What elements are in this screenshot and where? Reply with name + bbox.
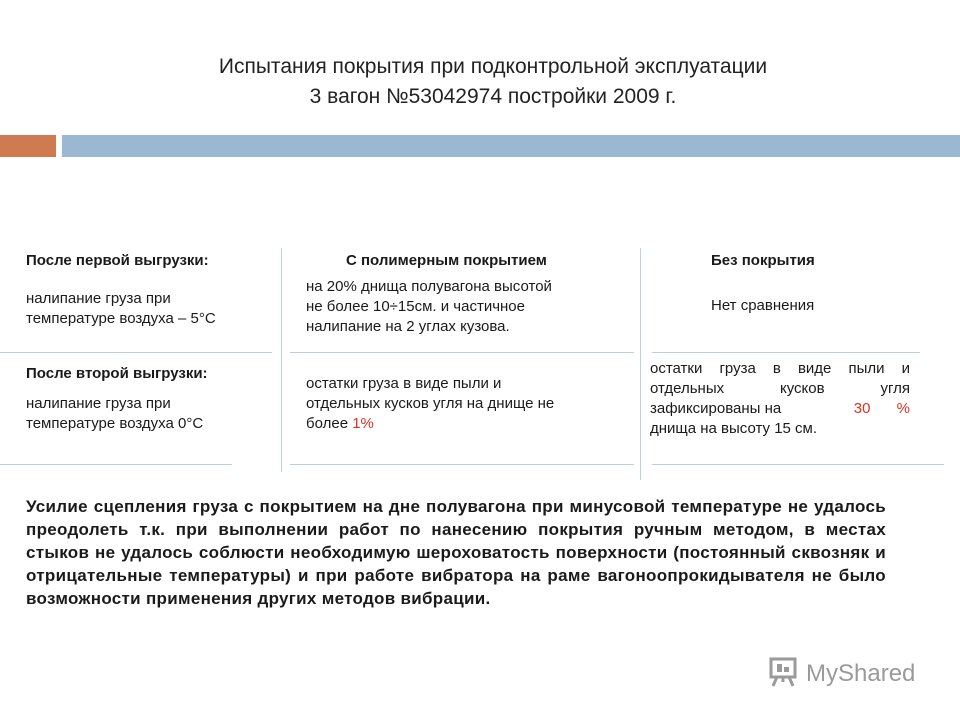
row1-desc-line2: температуре воздуха – 5°С xyxy=(26,310,216,327)
slide-title xyxy=(0,52,960,112)
row2-uncoated-line4: днища на высоту 15 см. xyxy=(650,420,818,437)
row2-coated-line3 xyxy=(306,414,626,434)
row2-label: После второй выгрузки: xyxy=(26,365,208,382)
row2-uncoated-cell xyxy=(650,359,910,439)
accent-bar-blue xyxy=(62,135,960,157)
row2-coated-line2: отдельных кусков угля на днище не xyxy=(306,395,555,412)
row2-description xyxy=(26,394,281,434)
row2-uncoated-line3-prefix: зафиксированы на xyxy=(650,400,782,417)
coated-residue-value: 1% xyxy=(352,415,374,432)
row-divider-left xyxy=(0,352,272,353)
row1-coated-line2: не более 10÷15см. и частичное xyxy=(306,298,525,315)
row-divider-middle xyxy=(290,352,634,353)
row2-coated-line1: остатки груза в виде пыли и xyxy=(306,375,502,392)
row2-coated-line3-prefix: более xyxy=(306,415,353,432)
row2-desc-line1: налипание груза при xyxy=(26,395,171,412)
row1-description xyxy=(26,289,281,329)
bottom-divider-right xyxy=(652,464,944,465)
row1-desc-line1: налипание груза при xyxy=(26,290,171,307)
watermark-text: MyShared xyxy=(806,660,916,687)
row2-uncoated-line3 xyxy=(650,399,910,419)
column-divider-1 xyxy=(281,248,282,472)
row-divider-right xyxy=(652,352,920,353)
uncoated-residue-value: 30 % xyxy=(853,400,910,417)
row1-uncoated-cell: Нет сравнения xyxy=(711,297,815,314)
row2-coated-cell xyxy=(306,374,626,434)
bottom-divider-middle xyxy=(290,464,634,465)
accent-bar-orange xyxy=(0,135,56,157)
row1-coated-line1: на 20% днища полувагона высотой xyxy=(306,278,552,295)
column-divider-2 xyxy=(640,248,641,480)
conclusion-paragraph: Усилие сцепления груза с покрытием на дне полувагона при минусовой температуре не удалось преодолеть т.к. при выполнении работ по нанесению покрытия ручным методом, в местах стыков не удалось соблюсти необходимую шероховатость поверхности (постоянный сквозняк и отрицательные температуры) и при работе вибратора на раме вагоноопрокидывателя не было возможности применения других методов вибрации. xyxy=(26,497,886,608)
row2-uncoated-line2: отдельных кусков угля xyxy=(650,380,910,397)
row2-uncoated-line1: остатки груза в виде пыли и xyxy=(650,360,910,377)
row1-label: После первой выгрузки: xyxy=(26,252,209,269)
title-line-2: 3 вагон №53042974 постройки 2009 г. xyxy=(309,85,677,108)
presentation-icon xyxy=(766,655,800,694)
row1-coated-cell xyxy=(306,277,626,337)
row1-coated-line3: налипание на 2 углах кузова. xyxy=(306,318,510,335)
bottom-divider-left xyxy=(0,464,232,465)
header-coated: С полимерным покрытием xyxy=(346,252,547,269)
title-line-1: Испытания покрытия при подконтрольной эксплуатации xyxy=(218,55,768,78)
row2-desc-line2: температуре воздуха 0°С xyxy=(26,415,204,432)
header-uncoated: Без покрытия xyxy=(711,252,815,269)
watermark xyxy=(766,656,915,692)
